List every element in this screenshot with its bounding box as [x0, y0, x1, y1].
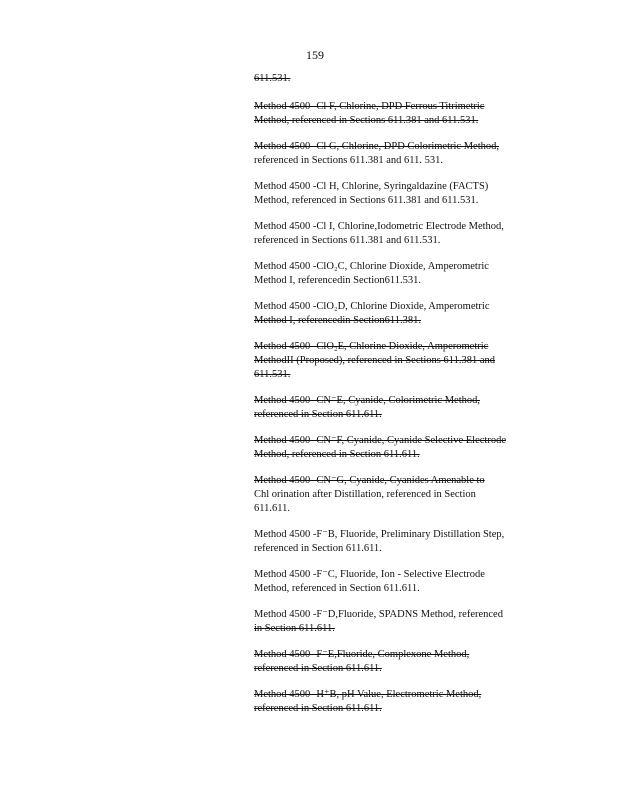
text-line: referenced in Sections 611.381 and 611. 531.: [254, 155, 444, 166]
text-line: 611.531.: [254, 369, 291, 380]
text-line: 611.531.: [254, 73, 291, 84]
text-line: Method 4500 -CN⁻G, Cyanide, Cyanides Amenable to: [254, 475, 485, 486]
text-line: Chl orination after Distillation, referenced in Section: [254, 489, 476, 500]
paragraph: [254, 220, 536, 248]
paragraph: [254, 180, 536, 208]
text-line: Method 4500 -CN⁻E, Cyanide, Colorimetric Method,: [254, 395, 481, 406]
text-line: referenced in Section 611.611.: [254, 663, 382, 674]
text-line: referenced in Section 611.611.: [254, 543, 382, 554]
text-line: Method 4500 -ClO₂C, Chlorine Dioxide, Amperometric: [254, 261, 489, 272]
text-line: Method 4500 -Cl G, Chlorine, DPD Colorimetric Method,: [254, 141, 499, 152]
text-line: Method 4500 -H⁺B, pH Value, Electrometric Method,: [254, 689, 482, 700]
text-line: Method I, referencedin Section611.381.: [254, 315, 421, 326]
paragraph: [254, 300, 536, 328]
paragraph: [254, 608, 536, 636]
paragraph: [254, 648, 536, 676]
paragraph: [254, 688, 536, 716]
paragraph: [254, 260, 536, 288]
text-line: Method, referenced in Sections 611.381 and 611.531.: [254, 115, 479, 126]
text-line: Method I, referencedin Section611.531.: [254, 275, 421, 286]
text-line: Method 4500 -ClO₂D, Chlorine Dioxide, Amperometric: [254, 301, 490, 312]
text-line: 611.611.: [254, 503, 290, 514]
paragraph: [254, 394, 536, 422]
text-line: Method 4500 -F⁻E,Fluoride, Complexone Method,: [254, 649, 470, 660]
paragraph: [254, 340, 536, 382]
page-number: 159: [306, 48, 324, 62]
text-line: referenced in Section 611.611.: [254, 703, 382, 714]
text-line: Method 4500 -F⁻C, Fluoride, Ion - Selective Electrode: [254, 569, 485, 580]
paragraph: [254, 100, 536, 128]
text-line: Method 4500 -F⁻B, Fluoride, Preliminary Distillation Step,: [254, 529, 505, 540]
text-line: Method, referenced in Sections 611.381 and 611.531.: [254, 195, 479, 206]
text-line: Method 4500 -ClO₂E, Chlorine Dioxide, Amperometric: [254, 341, 489, 352]
text-line: Method, referenced in Section 611.611.: [254, 449, 420, 460]
paragraph: [254, 474, 536, 516]
document-body: [254, 72, 536, 728]
text-line: referenced in Sections 611.381 and 611.531.: [254, 235, 441, 246]
text-line: referenced in Section 611.611.: [254, 409, 382, 420]
text-line: in Section 611.611.: [254, 623, 335, 634]
text-line: Method 4500 -F⁻D,Fluoride, SPADNS Method, referenced: [254, 609, 503, 620]
text-line: Method 4500 -Cl F, Chlorine, DPD Ferrous Titrimetric: [254, 101, 485, 112]
paragraph: [254, 528, 536, 556]
paragraph: [254, 72, 536, 86]
text-line: Method 4500 -Cl I, Chlorine,Iodometric Electrode Method,: [254, 221, 504, 232]
paragraph: [254, 568, 536, 596]
text-line: Method 4500 -CN⁻F, Cyanide, Cyanide Selective Electrode: [254, 435, 506, 446]
paragraph: [254, 140, 536, 168]
text-line: Method, referenced in Section 611.611.: [254, 583, 420, 594]
text-line: MethodII (Proposed), referenced in Sections 611.381 and: [254, 355, 496, 366]
paragraph: [254, 434, 536, 462]
text-line: Method 4500 -Cl H, Chlorine, Syringaldazine (FACTS): [254, 181, 489, 192]
